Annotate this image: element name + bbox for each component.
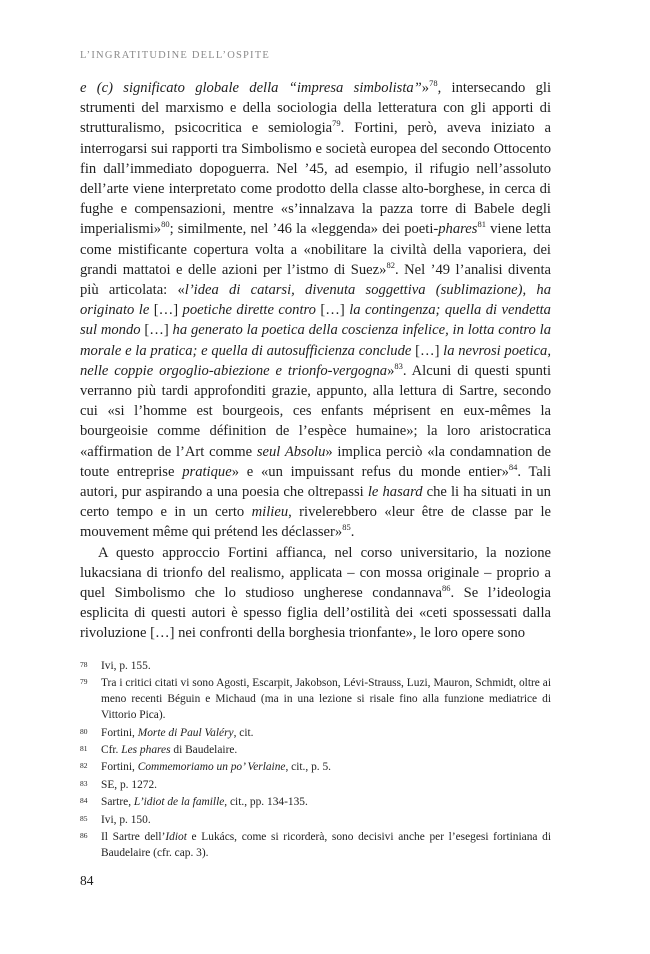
text-run: , intersecando gli strumenti del marxismo e della sociologia della letteratura con gli apporti di strutturalismo, psicocritica e semiologia <box>80 80 551 137</box>
text-run: di Baudelaire. <box>170 744 238 757</box>
text-run: Ivi, p. 155. <box>101 660 151 672</box>
text-run: […] <box>153 302 183 319</box>
footnote <box>80 659 551 675</box>
italic-run: la nevrosi poetica, nelle coppie orgoglio-abiezione e trionfo-vergogna <box>80 342 552 379</box>
text-run: » implica perciò «la condamnation de toute entreprise <box>80 443 551 480</box>
text-run: Fortini, <box>101 726 138 739</box>
running-head: L’INGRATITUDINE DELL’OSPITE <box>80 50 270 61</box>
text-run: , cit., p. 5. <box>285 761 332 774</box>
text-run: viene letta come mistificante copertura volta a «nobilitare la civiltà della vaporiera, dei grandi mattatoi e delle azioni per l’istmo di Suez» <box>80 221 551 278</box>
footnote <box>80 830 551 862</box>
text-run: Ivi, p. 150. <box>101 813 151 826</box>
footnote-ref: 81 <box>477 219 486 230</box>
text-run: » <box>387 362 395 379</box>
footnote <box>80 778 551 794</box>
page-number: 84 <box>80 873 94 888</box>
text-run: » <box>421 80 430 96</box>
italic-run: milieu <box>251 504 289 521</box>
footnote <box>80 795 551 811</box>
text-run: . Tali autori, pur aspirando a una poesia che oltrepassi <box>80 463 552 501</box>
text-run: e Lukács, come si ricorderà, sono decisivi anche per l’esegesi fortiniana di Baudelaire (cfr. cap. 3). <box>101 831 551 859</box>
italic-run: l’idea di catarsi, divenuta soggettiva (sublimazione), ha originato le <box>80 282 551 319</box>
footnote <box>80 743 551 759</box>
footnote <box>80 760 551 776</box>
text-run: […] <box>320 302 350 319</box>
footnote-ref: 84 <box>508 462 518 472</box>
footnote-ref: 82 <box>386 259 395 270</box>
italic-run: poetiche dirette contro <box>182 302 321 319</box>
footnote <box>80 726 551 742</box>
footnote-text <box>101 778 551 794</box>
italic-run: pratique <box>182 463 232 480</box>
footnote <box>80 676 551 724</box>
text-run: ; similmente, nel ’46 la «leggenda» dei poeti- <box>169 221 439 238</box>
text-run: , cit., pp. 134-135. <box>224 796 308 809</box>
footnote-ref: 83 <box>394 360 403 371</box>
footnotes <box>80 659 551 863</box>
footnote-ref: 86 <box>441 583 451 594</box>
italic-run: Morte di Paul Valéry <box>137 726 234 739</box>
text-run: , cit. <box>233 726 254 739</box>
footnote-text <box>101 830 551 862</box>
footnote-ref: 85 <box>342 522 351 533</box>
italic-run: seul Absolu <box>256 443 326 460</box>
footnote-text <box>101 813 551 829</box>
footnote-number: 80 <box>80 726 88 736</box>
text-run: […] <box>415 342 444 359</box>
footnote-number: 85 <box>80 813 88 823</box>
footnote-number: 84 <box>80 796 88 806</box>
paragraph <box>80 78 551 543</box>
text-run: . Nel ’49 l’analisi diventa più articolata: « <box>80 261 551 299</box>
footnote-number: 81 <box>80 744 88 754</box>
text-run: […] <box>144 322 173 339</box>
footnote <box>80 813 551 829</box>
footnote-text <box>101 795 551 811</box>
footnote-number: 83 <box>80 778 88 788</box>
footnote-number: 79 <box>80 677 88 687</box>
footnote-text <box>101 726 551 742</box>
footnote-text <box>101 743 551 759</box>
footnote-number: 82 <box>80 761 88 771</box>
footnote-text <box>101 676 551 724</box>
italic-run: L’idiot de la famille <box>133 796 225 809</box>
text-run: » e «un impuissant refus du monde entier» <box>231 463 509 480</box>
footnote-ref: 78 <box>429 78 438 89</box>
text-run: . Alcuni di questi spunti verranno più tardi approfonditi grazie, appunto, alla lettura di Sartre, secondo cui «si l’homme est bourgeois, ces enfants méprisent en eux-mêmes la bourgeoisie comme définition de l’espèce humaine»; la loro aristocratica «affirmation de l’Art comme <box>80 362 551 460</box>
text-run: che li ha situati in un certo tempo e in un certo <box>80 484 551 521</box>
text-run: A questo approccio Fortini affianca, nel corso universitario, la nozione lukacsiana di trionfo del realismo, applicata – con mossa originale – proprio a quel Simbolismo che lo studioso ungherese condannava <box>80 544 551 602</box>
italic-run: ha generato la poetica della coscienza infelice, in lotta contro la morale e la pratica; e quella di autosufficienza conclude <box>80 322 551 359</box>
paragraph <box>80 543 551 644</box>
footnote-number: 86 <box>80 831 88 841</box>
text-run: Cfr. <box>101 744 122 757</box>
footnote-ref: 80 <box>161 219 170 230</box>
italic-run: Commemoriamo un po’ Verlaine <box>137 761 286 774</box>
text-run: . <box>350 524 355 541</box>
footnote-text <box>101 659 551 675</box>
italic-run: e (c) significato globale della “impresa simbolista” <box>80 80 422 96</box>
footnote-number: 78 <box>80 660 88 669</box>
text-run: Il Sartre dell’ <box>101 831 166 844</box>
text-run: SE, p. 1272. <box>101 778 158 791</box>
footnote-text <box>101 760 551 776</box>
main-text <box>80 78 551 644</box>
italic-run: phares <box>438 221 478 238</box>
text-run: , rivelerebbero «leur être de classe par le mouvement même qui prétend les déclasser» <box>80 504 551 541</box>
italic-run: la contingenza; quella di vendetta sul mondo <box>80 302 551 339</box>
text-run: Fortini, <box>101 761 138 774</box>
text-run: Tra i critici citati vi sono Agosti, Escarpit, Jakobson, Lévi-Strauss, Luzi, Mauron, Schmidt, oltre ai meno recenti Béguin e Michaud (ma in una lezione si risale fino alla funzione mediatrice di Vittorio Pica). <box>101 677 551 722</box>
text-run: . Fortini, però, aveva iniziato a interrogarsi sui rapporti tra Simbolismo e società europea del secondo Ottocento fin dall’immediato dopoguerra. Nel ’45, ad esempio, il rifugio nell’assoluto dell’arte viene interpretato come prodotto della classe alto-borghese, in cerca di fughe e compensazioni, mentre «s’innalzava la pazza torre di Babele degli imperialismi» <box>80 120 551 238</box>
italic-run: le hasard <box>367 484 423 501</box>
italic-run: Les phares <box>121 744 171 757</box>
text-run: . Se l’ideologia esplicita di questi autori è spesso figlia dell’ostilità dei «ceti spossessati dalla rivoluzione […] nei confronti della borghesia trionfante», le loro opere sono <box>80 585 551 642</box>
footnote-ref: 79 <box>332 118 341 129</box>
text-run: Sartre, <box>101 796 134 809</box>
italic-run: Idiot <box>165 831 187 844</box>
